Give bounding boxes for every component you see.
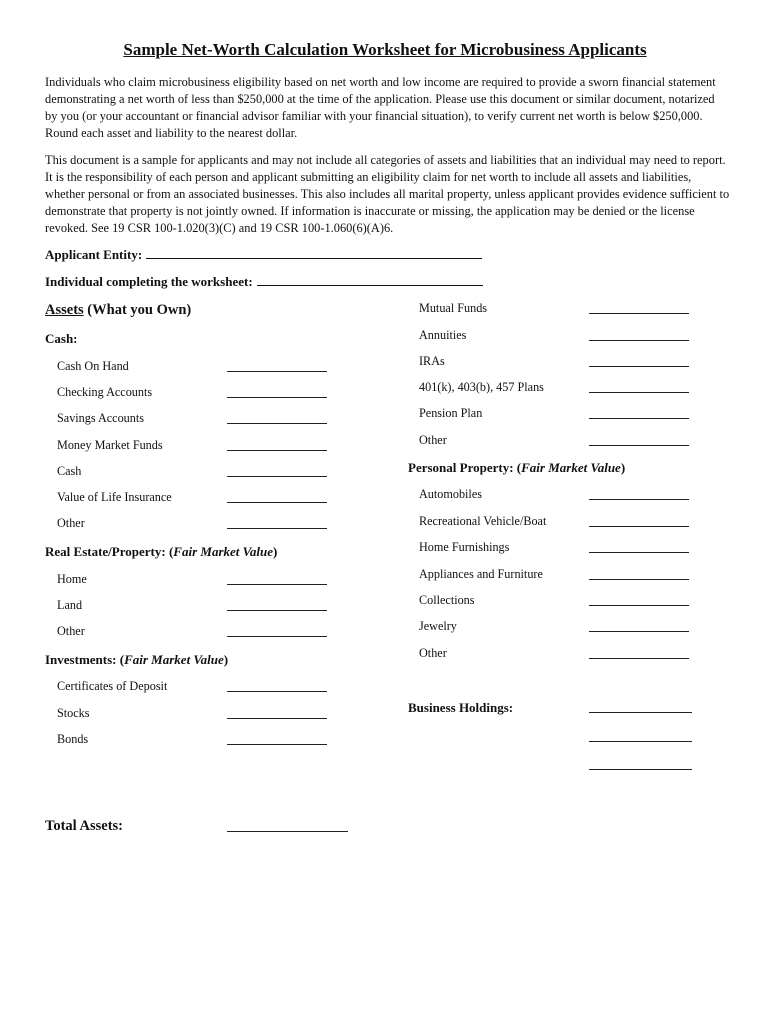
- investment-item: Bonds: [57, 732, 89, 746]
- real-estate-item: Home: [57, 572, 87, 586]
- personal-item: Recreational Vehicle/Boat: [419, 514, 547, 528]
- real-estate-fmv: Fair Market Value: [173, 544, 273, 559]
- cash-item: Cash On Hand: [57, 359, 129, 373]
- cd-field[interactable]: [227, 691, 327, 692]
- business-holdings-field-1[interactable]: [589, 712, 692, 713]
- retirement-item: IRAs: [419, 354, 445, 368]
- checking-field[interactable]: [227, 397, 327, 398]
- applicant-entity-field[interactable]: [146, 257, 482, 259]
- life-insurance-field[interactable]: [227, 502, 327, 503]
- cash-on-hand-field[interactable]: [227, 371, 327, 372]
- applicant-entity-row: [45, 247, 482, 263]
- cash-item: Checking Accounts: [57, 385, 153, 399]
- disclaimer-paragraph: This document is a sample for applicants and may not include all categories of assets and liabilities that an individual may need to report. It is the responsibility of each person and applicant submitting an eligibility claim for net worth to include all assets and liabilities, whether personal or from an associated businesses. This also includes all marital property, unless applicant provides evidence sufficient to demonstrate that property is not jointly owned. If information is inaccurate or missing, the application may be denied or the license revoked. See 19 CSR 100-1.020(3)(C) and 19 CSR 100-1.060(6)(A)6.: [45, 153, 730, 235]
- land-field[interactable]: [227, 610, 327, 611]
- personal-property-fmv: Fair Market Value: [521, 460, 621, 475]
- annuities-field[interactable]: [589, 340, 689, 341]
- retirement-other-field[interactable]: [589, 445, 689, 446]
- cash-item: Money Market Funds: [57, 438, 163, 452]
- pension-field[interactable]: [589, 418, 689, 419]
- jewelry-field[interactable]: [589, 631, 689, 632]
- rv-boat-field[interactable]: [589, 526, 689, 527]
- assets-heading: [45, 302, 191, 319]
- cash-item: Value of Life Insurance: [57, 490, 172, 504]
- personal-item: Automobiles: [419, 487, 482, 501]
- investments-heading: Investments: (Fair Market Value): [45, 652, 229, 667]
- assets-heading-main: Assets: [45, 302, 84, 318]
- savings-field[interactable]: [227, 423, 327, 424]
- mutual-funds-field[interactable]: [589, 313, 689, 314]
- assets-heading-sub: (What you Own): [87, 302, 192, 318]
- personal-item: Home Furnishings: [419, 540, 510, 554]
- individual-row: [45, 274, 483, 290]
- money-market-field[interactable]: [227, 450, 327, 451]
- retirement-item: Annuities: [419, 328, 467, 342]
- cash-other-field[interactable]: [227, 528, 327, 529]
- personal-property-heading-label: Personal Property:: [408, 460, 514, 475]
- page-title: Sample Net-Worth Calculation Worksheet for Microbusiness Applicants: [123, 40, 647, 59]
- business-holdings-field-2[interactable]: [589, 741, 692, 742]
- collections-field[interactable]: [589, 605, 689, 606]
- individual-label: Individual completing the worksheet:: [45, 274, 253, 289]
- personal-item: Collections: [419, 593, 475, 607]
- 401k-field[interactable]: [589, 392, 689, 393]
- business-holdings-field-3[interactable]: [589, 769, 692, 770]
- applicant-entity-label: Applicant Entity:: [45, 247, 143, 262]
- stocks-field[interactable]: [227, 718, 327, 719]
- business-holdings-heading: Business Holdings:: [408, 700, 514, 715]
- personal-item: Other: [419, 646, 447, 660]
- cash-field[interactable]: [227, 476, 327, 477]
- cash-heading: Cash:: [45, 331, 78, 346]
- appliances-field[interactable]: [589, 579, 689, 580]
- total-assets-field[interactable]: [227, 831, 348, 832]
- cash-item: Cash: [57, 464, 82, 478]
- cash-item: Savings Accounts: [57, 411, 145, 425]
- real-estate-item: Land: [57, 598, 83, 612]
- personal-item: Appliances and Furniture: [419, 567, 543, 581]
- investments-fmv: Fair Market Value: [124, 652, 224, 667]
- real-estate-other-field[interactable]: [227, 636, 327, 637]
- investments-heading-label: Investments:: [45, 652, 117, 667]
- real-estate-heading: Real Estate/Property: (Fair Market Value): [45, 544, 278, 559]
- personal-property-heading: Personal Property: (Fair Market Value): [408, 460, 626, 475]
- intro-paragraph: Individuals who claim microbusiness eligibility based on net worth and low income are required to provide a sworn financial statement demonstrating a net worth of less than $250,000 at the time of the application. Please use this document or similar document, notarized by you (or your accountant or financial advisor familiar with your financial situation), to verify current net worth is below $250,000. Round each asset and liability to the nearest dollar.: [45, 75, 716, 140]
- retirement-item: Other: [419, 433, 447, 447]
- investment-item: Certificates of Deposit: [57, 679, 168, 693]
- home-field[interactable]: [227, 584, 327, 585]
- retirement-item: 401(k), 403(b), 457 Plans: [419, 380, 544, 394]
- personal-other-field[interactable]: [589, 658, 689, 659]
- cash-item: Other: [57, 516, 85, 530]
- total-assets-label: Total Assets:: [45, 818, 124, 834]
- automobiles-field[interactable]: [589, 499, 689, 500]
- investment-item: Stocks: [57, 706, 90, 720]
- furnishings-field[interactable]: [589, 552, 689, 553]
- personal-item: Jewelry: [419, 619, 457, 633]
- individual-field[interactable]: [257, 284, 483, 286]
- bonds-field[interactable]: [227, 744, 327, 745]
- real-estate-item: Other: [57, 624, 85, 638]
- real-estate-heading-label: Real Estate/Property:: [45, 544, 166, 559]
- iras-field[interactable]: [589, 366, 689, 367]
- retirement-item: Pension Plan: [419, 406, 483, 420]
- retirement-item: Mutual Funds: [419, 301, 488, 315]
